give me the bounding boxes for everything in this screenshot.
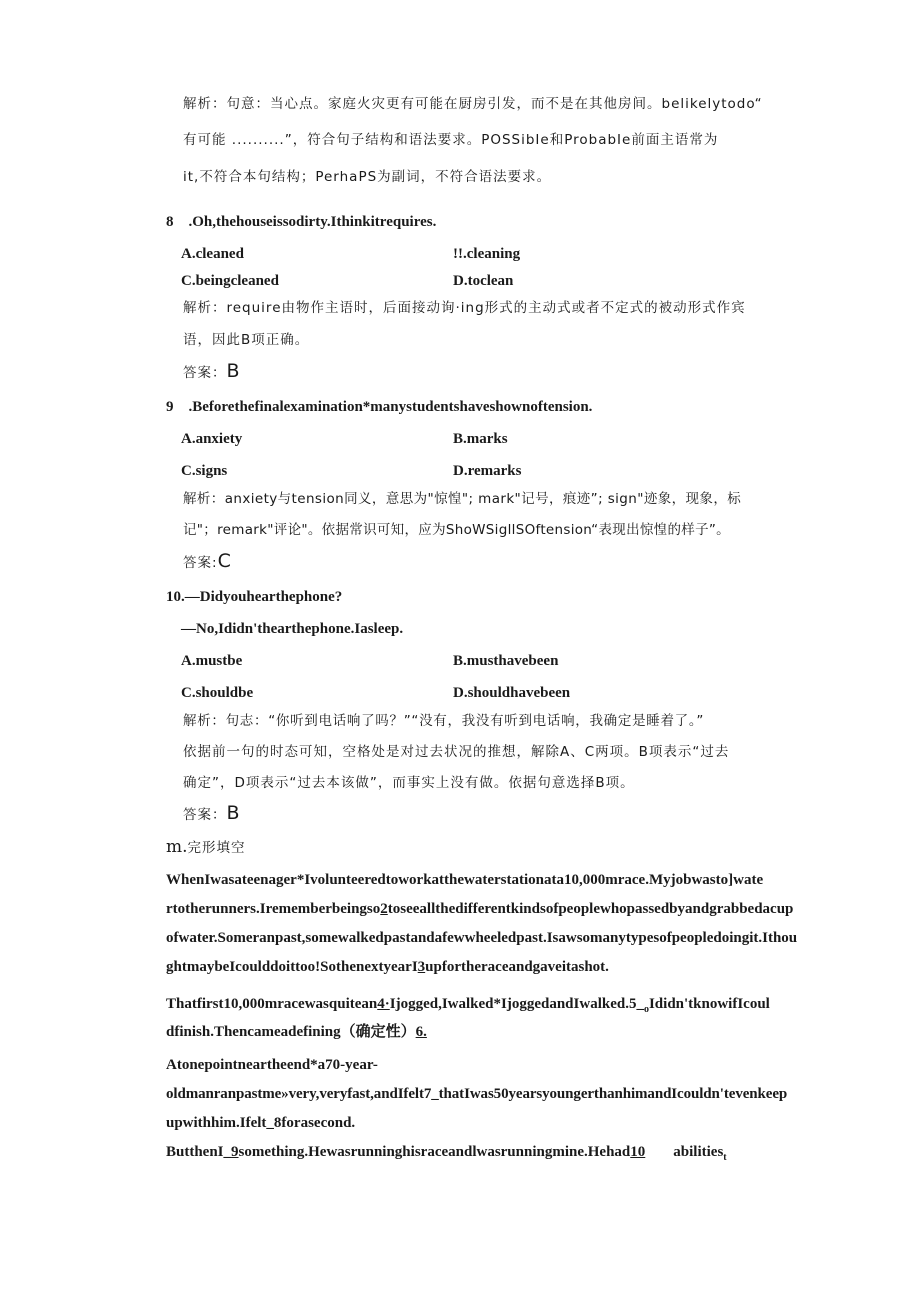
q8-option-c: C.beingcleaned (181, 273, 279, 289)
passage-p3-line-3: upwithhim.Ifelt_8forasecond. (166, 1115, 356, 1131)
passage-p3-line-1: Atonepointneartheend*a70-year- (166, 1057, 378, 1073)
text-run: toseeallthedifferentkindsofpeoplewhopassedbyandgrabbedacup (387, 901, 794, 917)
q8-analysis-line-2: 语，因此B项正确。 (183, 332, 310, 348)
q7-analysis-line-3: it,不符合本句结构；PerhaPS为副词，不符合语法要求。 (183, 169, 552, 185)
q8-answer-value: B (226, 360, 241, 382)
q9-answer-value: C (217, 550, 232, 572)
q8-analysis-line-1: 解析：require由物作主语时，后面接动询·ing形式的主动式或者不定式的被动形式作宾 (183, 300, 746, 316)
q10-option-d: D.shouldhavebeen (453, 685, 571, 701)
section-title: 完形填空 (187, 840, 246, 856)
passage-p1-line-2 (166, 899, 793, 919)
q10-analysis-line-1: 解析：句志：“你听到电话响了吗？”“没有，我没有听到电话响，我确定是睡着了。” (183, 713, 705, 729)
passage-p1-line-1 (166, 870, 763, 890)
text-run: Ididn'tknowifIcoul (648, 996, 770, 1012)
blank-9: 9 (231, 1144, 239, 1160)
q9-answer (183, 551, 232, 573)
q8-stem: 8 .Oh,thehouseissodirty.Ithinkitrequires. (166, 214, 437, 230)
text-run: Thatfirst10,000mracewasquitean (166, 996, 378, 1012)
q8-option-b: !!.cleaning (453, 246, 521, 262)
q8-option-d: D.toclean (453, 273, 514, 289)
blank-3: 3 (417, 959, 426, 975)
q10-option-a: A.mustbe (181, 653, 243, 669)
section-heading (166, 837, 246, 858)
text-run: WhenIwasateenager*Ivolunteeredtoworkatthewaterstationata10,000mrace.Myjobwasto (166, 872, 729, 888)
blank-10: 10 (630, 1144, 646, 1160)
q10-answer-value: B (226, 802, 241, 824)
text-run: rtotherunners.Irememberbeingso (166, 901, 381, 917)
q7-analysis-line-1: 解析：句意：当心点。家庭火灾更有可能在厨房引发，而不是在其他房间。belikelytodo“ (183, 96, 763, 112)
passage-p3-line-2: oldmanranpastme»very,veryfast,andIfelt7_thatIwas50yearsyoungerthanhimandIcouldn'tevenkeep (166, 1086, 788, 1102)
passage-p1-line-3: ofwater.Someranpast,somewalkedpastandafewwheeledpast.Isawsomanytypesofpeopledoingit.Ithou (166, 930, 798, 946)
subscript: t (723, 1152, 727, 1163)
text-run: ghtmaybeIcoulddoittoo!SothenextyearI (166, 959, 418, 975)
subscript: o (643, 1004, 649, 1015)
blank-6: 6. (415, 1024, 427, 1040)
q9-option-c: C.signs (181, 463, 228, 479)
text-run: upfortheraceandgaveitashot. (425, 959, 609, 975)
q10-stem-line-2: —No,Ididn'thearthephone.Iasleep. (181, 621, 404, 637)
passage-p2-line-1 (166, 994, 770, 1020)
blank-4: 4· (377, 996, 390, 1012)
blank-1: ] (728, 872, 734, 888)
q9-answer-label: 答案: (183, 555, 218, 571)
q9-option-d: D.remarks (453, 463, 522, 479)
text-run: abilities (673, 1144, 724, 1160)
blank-2: 2 (380, 901, 388, 917)
text-run: something.Hewasrunninghisraceandlwasrunningmine.Hehad (238, 1144, 631, 1160)
text-run: ButthenI_ (166, 1144, 232, 1160)
q8-answer (183, 361, 241, 383)
passage-p1-line-4 (166, 957, 609, 977)
passage-p4-line-1 (166, 1142, 727, 1168)
q8-answer-label: 答案： (183, 365, 227, 381)
q10-option-c: C.shouldbe (181, 685, 254, 701)
q9-stem: 9 .Beforethefinalexamination*manystudentshaveshownoftension. (166, 399, 593, 415)
text-run: Ijogged,Iwalked*IjoggedandIwalked.5_ (389, 996, 644, 1012)
q10-option-b: B.musthavebeen (453, 653, 559, 669)
q9-analysis-line-2: 记"；remark"评论"。依据常识可知，应为ShoWSigllSOftension“表现出惊惶的样子”。 (183, 522, 730, 538)
text-run: wate (733, 872, 764, 888)
passage-p2-line-2 (166, 1022, 427, 1042)
q9-option-b: B.marks (453, 431, 508, 447)
section-number: m. (166, 837, 188, 857)
q10-analysis-line-2: 依据前一句的时态可知，空格处是对过去状况的推想，解除A、C两项。B项表示“过去 (183, 744, 730, 760)
q7-analysis-line-2: 有可能 ..........”，符合句子结构和语法要求。POSSibIe和ProbabIe前面主语常为 (183, 132, 719, 148)
q9-option-a: A.anxiety (181, 431, 243, 447)
q9-analysis-line-1: 解析：anxiety与tension同义，意思为"惊惶"; mark"记号，痕迹”; sign"迹象，现象，标 (183, 491, 742, 507)
q10-answer-label: 答案： (183, 807, 227, 823)
q10-stem-line-1: 10.—Didyouhearthephone? (166, 589, 343, 605)
q10-answer (183, 803, 241, 825)
q8-option-a: A.cleaned (181, 246, 244, 262)
q10-analysis-line-3: 确定”，D项表示“过去本该做”，而事实上没有做。依据句意选择B项。 (183, 775, 635, 791)
text-run: dfinish.Thencameadefining（确定性） (166, 1024, 416, 1040)
